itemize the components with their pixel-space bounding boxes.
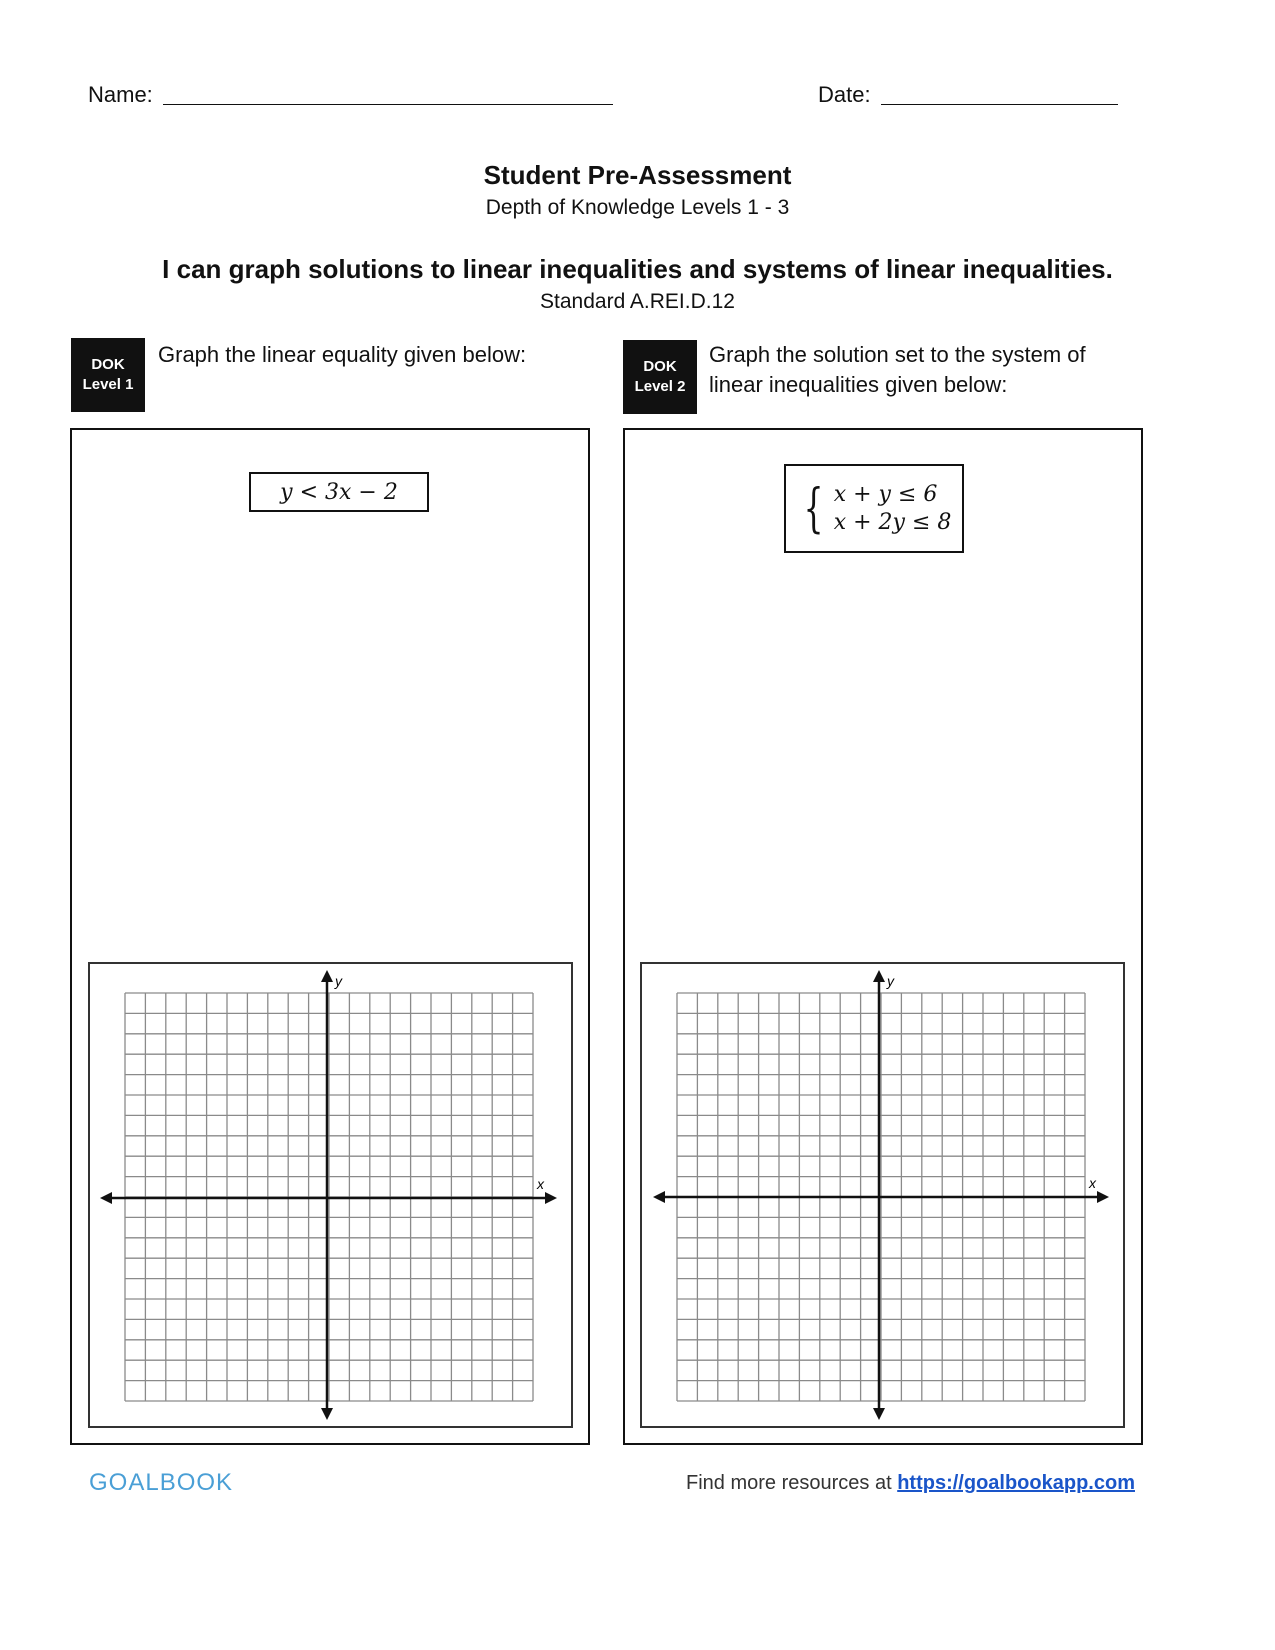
question-2-prompt-line-2: linear inequalities given below: bbox=[709, 372, 1008, 397]
page-title: Student Pre-Assessment bbox=[483, 160, 792, 190]
standard-label: Standard A.REI.D.12 bbox=[540, 290, 735, 313]
question-2-prompt-line-1: Graph the solution set to the system of bbox=[709, 342, 1086, 367]
question-2-equation-1: x + y ≤ 6 bbox=[833, 481, 938, 507]
y-axis-label: y bbox=[335, 973, 342, 989]
dok-badge-level: Level 1 bbox=[82, 376, 134, 393]
question-1-equation: y < 3x − 2 bbox=[280, 479, 398, 505]
name-label: Name: bbox=[88, 82, 153, 107]
goalbook-logo: GOALBOOK bbox=[89, 1469, 234, 1496]
x-axis-arrow-left bbox=[653, 1191, 665, 1203]
x-axis-label: x bbox=[537, 1176, 544, 1192]
dok-badge-title: DOK bbox=[643, 358, 677, 375]
y-axis-label: y bbox=[887, 973, 894, 989]
question-1-prompt: Graph the linear equality given below: bbox=[158, 342, 527, 367]
date-label: Date: bbox=[818, 82, 871, 107]
system-brace: { bbox=[803, 478, 824, 539]
footer-text bbox=[686, 1472, 1135, 1495]
goalbook-link[interactable]: https://goalbookapp.com bbox=[897, 1472, 1135, 1494]
learning-objective: I can graph solutions to linear inequalities and systems of linear inequalities. bbox=[162, 254, 1113, 284]
y-axis-arrow-up bbox=[873, 970, 885, 982]
y-axis-arrow-down bbox=[873, 1408, 885, 1420]
dok-badge-level: Level 2 bbox=[634, 378, 686, 395]
x-axis-label: x bbox=[1089, 1175, 1096, 1191]
page-subtitle: Depth of Knowledge Levels 1 - 3 bbox=[485, 196, 790, 219]
dok-badge-title: DOK bbox=[91, 356, 125, 373]
footer-resources-text: Find more resources at bbox=[686, 1472, 892, 1494]
x-axis-arrow-right bbox=[1097, 1191, 1109, 1203]
question-2-equation-2: x + 2y ≤ 8 bbox=[833, 509, 952, 535]
